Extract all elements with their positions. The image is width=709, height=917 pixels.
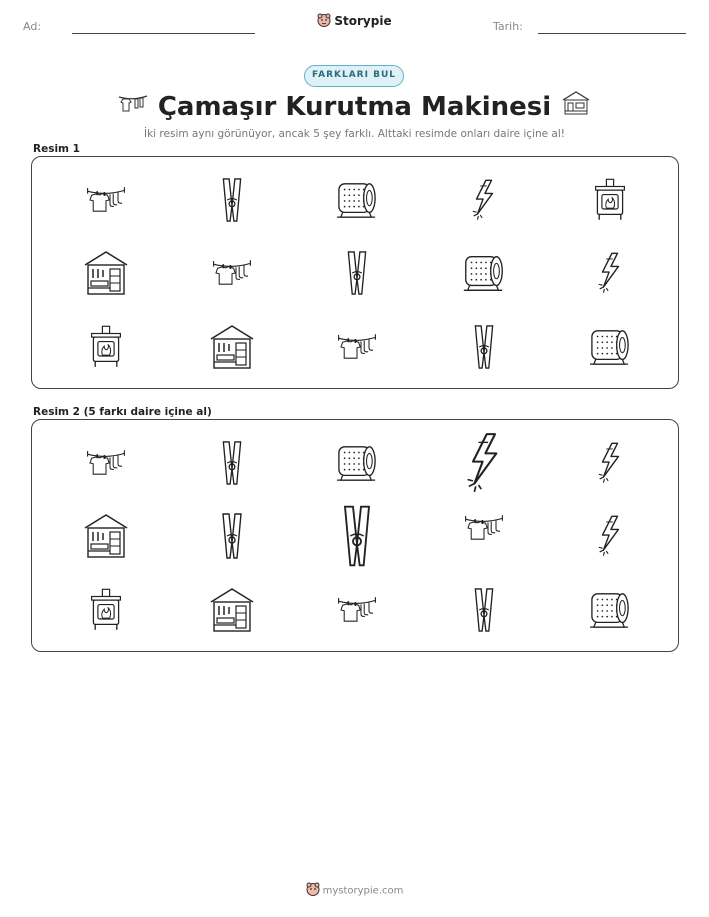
clothespin-icon[interactable] xyxy=(340,504,374,568)
title-left-icon xyxy=(118,92,148,122)
clothesline-icon[interactable] xyxy=(86,448,126,478)
picture2-panel[interactable] xyxy=(31,419,679,652)
clothespin-icon xyxy=(472,324,496,370)
clothespin-icon xyxy=(220,177,244,223)
brand xyxy=(0,13,709,30)
date-line[interactable] xyxy=(538,33,686,34)
stove-icon xyxy=(592,177,628,223)
dryer-drum-icon xyxy=(586,327,634,367)
clothesline-icon[interactable] xyxy=(337,595,377,625)
clothespin-icon[interactable] xyxy=(220,512,244,560)
picture2-label: Resim 2 (5 farkı daire içine al) xyxy=(33,406,212,418)
clothesline-icon xyxy=(212,258,252,288)
name-label: Ad: xyxy=(23,20,42,33)
stove-icon[interactable] xyxy=(88,587,124,633)
footer xyxy=(0,882,709,899)
laundry-room-icon xyxy=(209,324,255,370)
laundry-room-icon[interactable] xyxy=(209,587,255,633)
page-title: Çamaşır Kurutma Makinesi xyxy=(157,91,552,122)
clothesline-icon xyxy=(86,185,126,215)
brand-name: Storypie xyxy=(334,14,392,28)
title-block xyxy=(0,90,709,123)
clothespin-icon[interactable] xyxy=(472,587,496,633)
dryer-drum-icon xyxy=(460,252,508,294)
clothesline-icon[interactable] xyxy=(464,513,504,543)
clothespin-icon[interactable] xyxy=(220,440,244,486)
date-label: Tarih: xyxy=(493,20,523,33)
storypie-logo-icon xyxy=(317,13,331,30)
dryer-drum-icon[interactable] xyxy=(333,443,381,483)
stove-icon xyxy=(88,324,124,370)
lightning-icon[interactable] xyxy=(595,514,625,558)
lightning-icon xyxy=(469,178,499,222)
footer-url: mystorypie.com xyxy=(322,885,404,897)
lightning-icon[interactable] xyxy=(595,441,625,485)
clothesline-icon xyxy=(337,332,377,362)
laundry-room-icon xyxy=(83,250,129,296)
clothespin-icon xyxy=(345,250,369,296)
instructions: İki resim aynı görünüyor, ancak 5 şey farklı. Alttaki resimde onları daire içine al! xyxy=(144,128,565,140)
category-badge: FARKLARI BUL xyxy=(304,65,404,87)
laundry-room-icon[interactable] xyxy=(83,513,129,559)
picture1-label: Resim 1 xyxy=(33,143,80,155)
dryer-drum-icon[interactable] xyxy=(586,590,634,630)
lightning-icon xyxy=(595,251,625,295)
dryer-drum-icon xyxy=(333,180,381,220)
footer-logo-icon xyxy=(306,882,320,899)
lightning-icon[interactable] xyxy=(462,431,506,495)
title-right-icon xyxy=(561,90,591,123)
picture1-panel xyxy=(31,156,679,389)
name-line[interactable] xyxy=(72,33,255,34)
